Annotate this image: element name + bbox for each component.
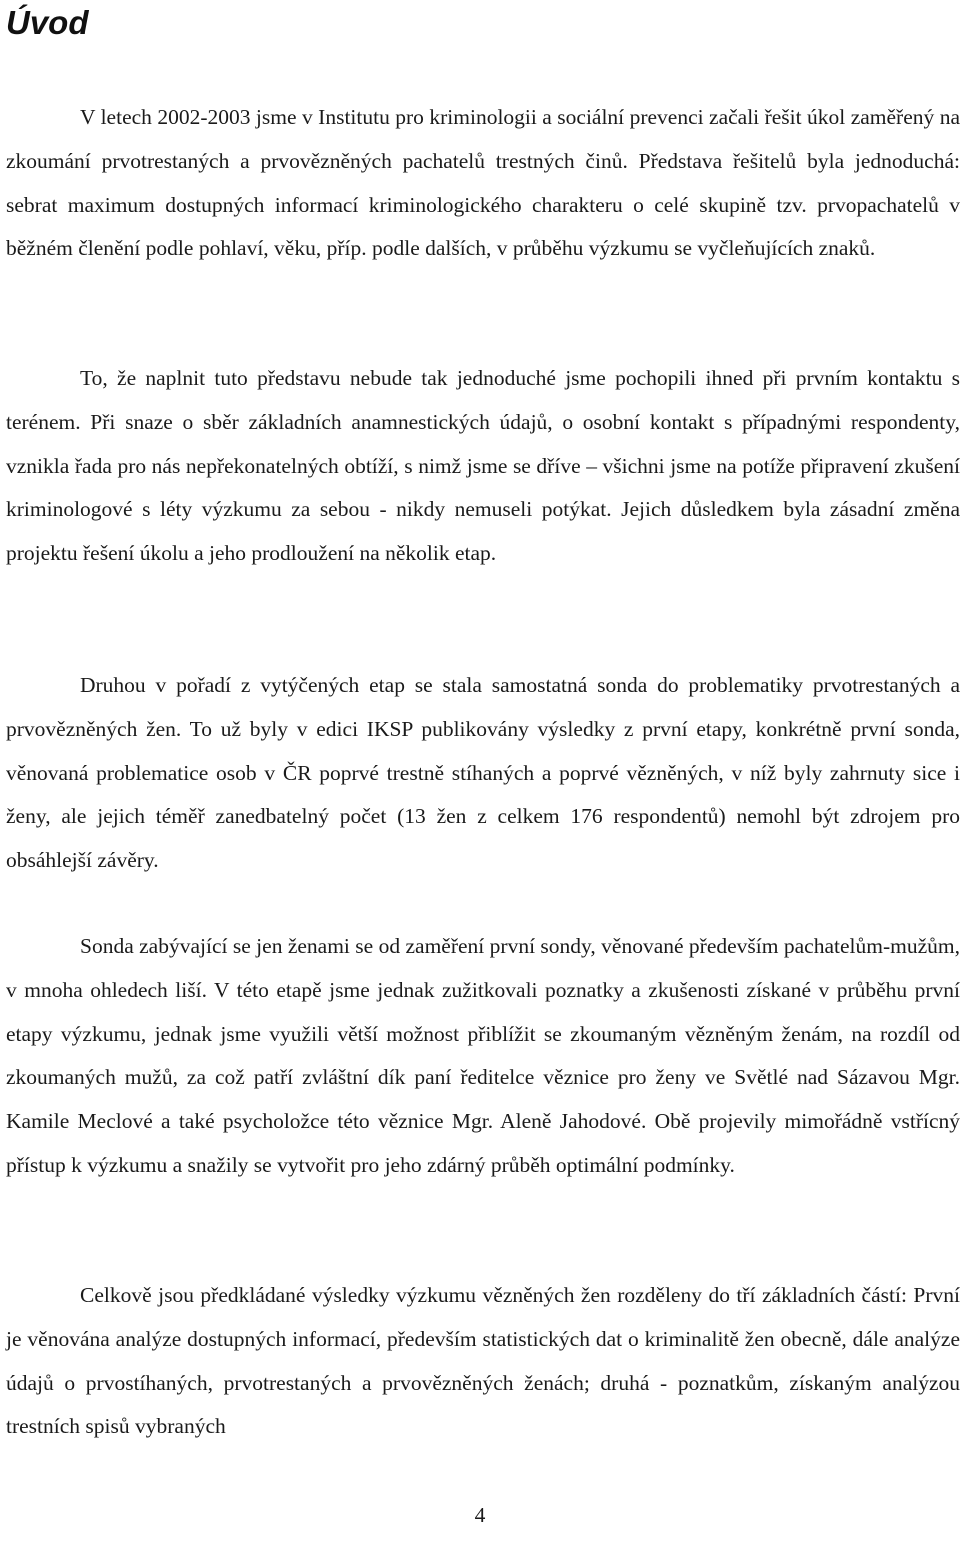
paragraph-4: Sonda zabývající se jen ženami se od zaměření první sondy, věnované především pachatelům-mužům, v mnoha ohledech liší. V této etapě jsme jednak zužitkovali poznatky a zkušenosti získané v průběhu první etapy výzkumu, jednak jsme využili větší možnost přiblížit se zkoumaným vězněným ženám, na rozdíl od zkoumaných mužů, za což patří zvláštní dík paní ředitelce věznice pro ženy ve Světlé nad Sázavou Mgr. Kamile Meclové a také psycholožce této věznice Mgr. Aleně Jahodové. Obě projevily mimořádně vstřícný přístup k výzkumu a snažily se vytvořit pro jeho zdárný průběh optimální podmínky. xyxy=(6,934,960,1177)
paragraph-3: Druhou v pořadí z vytýčených etap se stala samostatná sonda do problematiky prvotrestaných a prvovězněných žen. To už byly v edici IKSP publikovány výsledky z první etapy, konkrétně první sonda, věnovaná problematice osob v ČR poprvé trestně stíhaných a poprvé vězněných, v níž byly zahrnuty sice i ženy, ale jejich téměř zanedbatelný počet (13 žen z celkem 176 respondentů) nemohl být zdrojem pro obsáhlejší závěry. xyxy=(6,673,960,873)
paragraph-2: To, že naplnit tuto představu nebude tak jednoduché jsme pochopili ihned při prvním kontaktu s terénem. Při snaze o sběr základních anamnestických údajů, o osobní kontakt s případnými respondenty, vznikla řada pro nás nepřekonatelných obtíží, s nimž jsme se dříve – všichni jsme na potíže připravení zkušení kriminologové s léty výzkumu za sebou - nikdy nemuseli potýkat. Jejich důsledkem byla zásadní změna projektu řešení úkolu a jeho prodloužení na několik etap. xyxy=(6,366,960,566)
paragraph-1: V letech 2002-2003 jsme v Institutu pro kriminologii a sociální prevenci začali řešit úkol zaměřený na zkoumání prvotrestaných a prvovězněných pachatelů trestných činů. Představa řešitelů byla jednoduchá: sebrat maximum dostupných informací kriminologického charakteru o celé skupině tzv. prvopachatelů v běžném členění podle pohlaví, věku, příp. podle dalších, v průběhu výzkumu se vyčleňujících znaků. xyxy=(6,105,960,261)
section-heading: Úvod xyxy=(6,4,89,41)
paragraph-5: Celkově jsou předkládané výsledky výzkumu vězněných žen rozděleny do tří základních částí: První je věnována analýze dostupných informací, především statistických dat o kriminalitě žen obecně, dále analýze údajů o prvostíhaných, prvotrestaných a prvovězněných ženách; druhá - poznatkům, získaným analýzou trestních spisů vybraných xyxy=(6,1283,960,1439)
page-number: 4 xyxy=(474,1503,486,1527)
